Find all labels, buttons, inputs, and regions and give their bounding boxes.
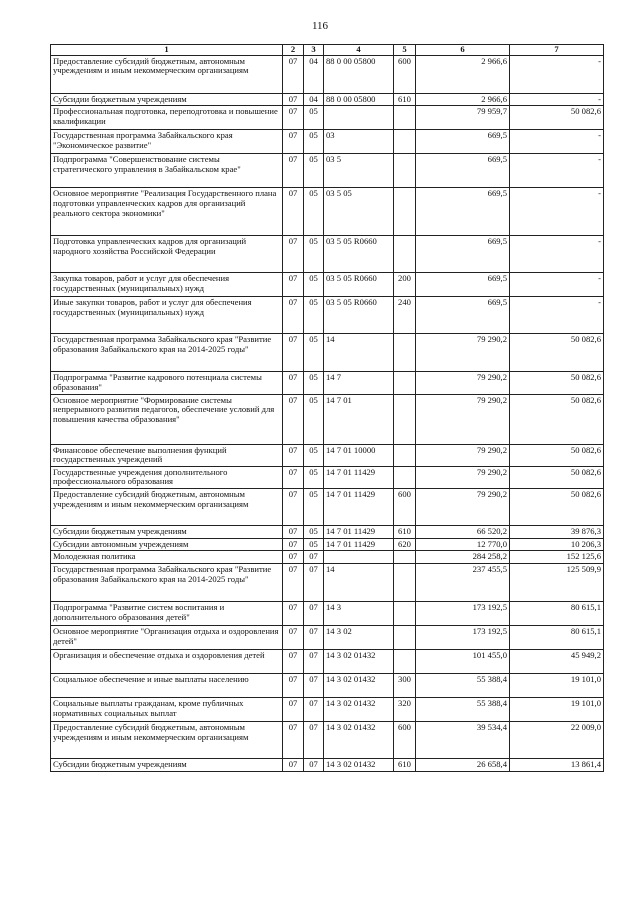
row-amount-1: 12 770,0	[416, 538, 510, 551]
row-name: Социальные выплаты гражданам, кроме публичных нормативных социальных выплат	[51, 697, 283, 721]
row-amount-1: 669,5	[416, 236, 510, 273]
header-col-1: 1	[51, 45, 283, 56]
row-section: 07	[283, 551, 304, 564]
table-row	[51, 130, 604, 154]
row-name: Основное мероприятие "Формирование системы непрерывного развития педагогов, обеспечение условий для повышения качества образования"	[51, 394, 283, 444]
table-row	[51, 601, 604, 625]
row-section: 07	[283, 55, 304, 93]
row-amount-1: 669,5	[416, 297, 510, 334]
row-name: Государственная программа Забайкальского края "Развитие образования Забайкальского края на 2014-2025 годы"	[51, 334, 283, 372]
row-amount-1: 79 290,2	[416, 489, 510, 526]
row-amount-2: 22 009,0	[510, 721, 604, 758]
row-amount-1: 173 192,5	[416, 601, 510, 625]
row-target-article: 14 3 02	[324, 625, 394, 649]
table-row	[51, 551, 604, 564]
row-name: Иные закупки товаров, работ и услуг для обеспечения государственных (муниципальных) нужд	[51, 297, 283, 334]
budget-table	[50, 44, 604, 772]
header-col-5: 5	[394, 45, 416, 56]
row-subsection: 05	[304, 334, 324, 372]
row-name: Подпрограмма "Совершенствование системы стратегического управления в Забайкальском крае"	[51, 154, 283, 188]
table-row	[51, 625, 604, 649]
table-row	[51, 394, 604, 444]
row-section: 07	[283, 273, 304, 297]
row-expense-type	[394, 372, 416, 394]
table-row	[51, 93, 604, 106]
row-amount-2: -	[510, 236, 604, 273]
row-name: Государственные учреждения дополнительного профессионального образования	[51, 466, 283, 488]
row-name: Государственная программа Забайкальского края "Развитие образования Забайкальского края на 2014-2025 годы"	[51, 563, 283, 601]
table-row	[51, 297, 604, 334]
table-row	[51, 444, 604, 466]
row-subsection: 07	[304, 673, 324, 697]
row-amount-1: 284 258,2	[416, 551, 510, 564]
row-target-article: 03 5 05 R0660	[324, 297, 394, 334]
table-row	[51, 526, 604, 539]
row-expense-type	[394, 466, 416, 488]
row-section: 07	[283, 466, 304, 488]
row-amount-2: 152 125,6	[510, 551, 604, 564]
row-target-article: 88 0 00 05800	[324, 93, 394, 106]
row-name: Субсидии бюджетным учреждениям	[51, 758, 283, 771]
row-target-article: 14 3 02 01432	[324, 649, 394, 673]
table-row	[51, 334, 604, 372]
row-subsection: 07	[304, 563, 324, 601]
row-subsection: 05	[304, 372, 324, 394]
row-target-article: 14 7 01 10000	[324, 444, 394, 466]
row-subsection: 07	[304, 601, 324, 625]
row-section: 07	[283, 394, 304, 444]
row-subsection: 04	[304, 55, 324, 93]
row-expense-type: 610	[394, 758, 416, 771]
row-name: Подготовка управленческих кадров для организаций народного хозяйства Российской Федерации	[51, 236, 283, 273]
row-amount-1: 26 658,4	[416, 758, 510, 771]
row-target-article: 03 5 05 R0660	[324, 236, 394, 273]
table-header-row	[51, 45, 604, 56]
row-target-article: 14 7 01 11429	[324, 538, 394, 551]
row-amount-2: 50 082,6	[510, 372, 604, 394]
table-row	[51, 538, 604, 551]
row-amount-1: 669,5	[416, 188, 510, 236]
row-target-article: 03 5	[324, 154, 394, 188]
row-amount-1: 55 388,4	[416, 697, 510, 721]
row-subsection: 05	[304, 297, 324, 334]
row-amount-2: 50 082,6	[510, 334, 604, 372]
row-amount-1: 79 290,2	[416, 334, 510, 372]
row-expense-type	[394, 106, 416, 130]
row-section: 07	[283, 601, 304, 625]
table-row	[51, 649, 604, 673]
row-amount-1: 173 192,5	[416, 625, 510, 649]
row-name: Субсидии автономным учреждениям	[51, 538, 283, 551]
header-col-2: 2	[283, 45, 304, 56]
table-row	[51, 466, 604, 488]
row-target-article: 14 7	[324, 372, 394, 394]
row-amount-1: 79 290,2	[416, 466, 510, 488]
row-expense-type: 200	[394, 273, 416, 297]
table-row	[51, 697, 604, 721]
row-expense-type	[394, 334, 416, 372]
row-subsection: 05	[304, 236, 324, 273]
row-expense-type	[394, 236, 416, 273]
row-expense-type	[394, 444, 416, 466]
row-target-article: 03	[324, 130, 394, 154]
header-col-6: 6	[416, 45, 510, 56]
row-amount-2: 39 876,3	[510, 526, 604, 539]
row-name: Основное мероприятие "Организация отдыха и оздоровления детей"	[51, 625, 283, 649]
row-section: 07	[283, 489, 304, 526]
row-expense-type	[394, 154, 416, 188]
row-target-article: 14 3 02 01432	[324, 721, 394, 758]
row-section: 07	[283, 297, 304, 334]
row-amount-2: 13 861,4	[510, 758, 604, 771]
row-expense-type: 610	[394, 93, 416, 106]
row-subsection: 07	[304, 625, 324, 649]
row-section: 07	[283, 106, 304, 130]
row-amount-2: 10 206,3	[510, 538, 604, 551]
row-target-article: 14 7 01	[324, 394, 394, 444]
row-section: 07	[283, 758, 304, 771]
row-subsection: 07	[304, 697, 324, 721]
row-section: 07	[283, 236, 304, 273]
row-amount-2: -	[510, 297, 604, 334]
row-expense-type: 600	[394, 489, 416, 526]
row-subsection: 07	[304, 649, 324, 673]
row-target-article: 88 0 00 05800	[324, 55, 394, 93]
row-amount-2: -	[510, 130, 604, 154]
row-name: Субсидии бюджетным учреждениям	[51, 526, 283, 539]
row-subsection: 07	[304, 721, 324, 758]
table-row	[51, 236, 604, 273]
row-subsection: 05	[304, 489, 324, 526]
row-amount-2: -	[510, 93, 604, 106]
row-name: Государственная программа Забайкальского края "Экономическое развитие"	[51, 130, 283, 154]
row-expense-type: 320	[394, 697, 416, 721]
row-expense-type: 620	[394, 538, 416, 551]
row-amount-2: 125 509,9	[510, 563, 604, 601]
row-section: 07	[283, 625, 304, 649]
row-subsection: 05	[304, 444, 324, 466]
row-amount-2: -	[510, 188, 604, 236]
row-expense-type	[394, 188, 416, 236]
row-name: Предоставление субсидий бюджетным, автономным учреждениям и иным некоммерческим организациям	[51, 721, 283, 758]
row-expense-type	[394, 563, 416, 601]
table-row	[51, 721, 604, 758]
row-amount-2: 19 101,0	[510, 697, 604, 721]
row-target-article: 14	[324, 563, 394, 601]
row-amount-2: 50 082,6	[510, 444, 604, 466]
row-expense-type	[394, 551, 416, 564]
row-target-article: 03 5 05 R0660	[324, 273, 394, 297]
row-amount-1: 39 534,4	[416, 721, 510, 758]
row-amount-1: 79 290,2	[416, 444, 510, 466]
row-expense-type	[394, 625, 416, 649]
row-name: Организация и обеспечение отдыха и оздоровления детей	[51, 649, 283, 673]
row-target-article: 14 3 02 01432	[324, 697, 394, 721]
table-row	[51, 55, 604, 93]
row-amount-2: 50 082,6	[510, 466, 604, 488]
row-amount-2: 50 082,6	[510, 489, 604, 526]
table-row	[51, 489, 604, 526]
row-name: Социальное обеспечение и иные выплаты населению	[51, 673, 283, 697]
row-subsection: 05	[304, 106, 324, 130]
table-row	[51, 106, 604, 130]
table-row	[51, 188, 604, 236]
row-section: 07	[283, 444, 304, 466]
row-section: 07	[283, 130, 304, 154]
row-name: Подпрограмма "Развитие кадрового потенциала системы образования"	[51, 372, 283, 394]
row-amount-1: 2 966,6	[416, 93, 510, 106]
row-amount-1: 237 455,5	[416, 563, 510, 601]
row-amount-2: 19 101,0	[510, 673, 604, 697]
row-target-article: 14 3 02 01432	[324, 758, 394, 771]
row-target-article	[324, 551, 394, 564]
row-section: 07	[283, 538, 304, 551]
row-amount-2: 45 949,2	[510, 649, 604, 673]
row-amount-2: 50 082,6	[510, 106, 604, 130]
row-amount-1: 55 388,4	[416, 673, 510, 697]
row-expense-type	[394, 394, 416, 444]
row-section: 07	[283, 721, 304, 758]
row-name: Основное мероприятие "Реализация Государственного плана подготовки управленческих кадров для организаций реального сектора экономики"	[51, 188, 283, 236]
row-name: Подпрограмма "Развитие систем воспитания и дополнительного образования детей"	[51, 601, 283, 625]
row-subsection: 04	[304, 93, 324, 106]
row-name: Молодежная политика	[51, 551, 283, 564]
row-target-article: 14 3	[324, 601, 394, 625]
row-subsection: 05	[304, 538, 324, 551]
row-expense-type: 240	[394, 297, 416, 334]
row-subsection: 05	[304, 466, 324, 488]
row-amount-1: 79 959,7	[416, 106, 510, 130]
row-amount-2: -	[510, 273, 604, 297]
row-subsection: 07	[304, 758, 324, 771]
row-section: 07	[283, 526, 304, 539]
page-number: 116	[311, 20, 329, 32]
row-subsection: 05	[304, 273, 324, 297]
header-col-4: 4	[324, 45, 394, 56]
row-section: 07	[283, 563, 304, 601]
row-section: 07	[283, 372, 304, 394]
row-section: 07	[283, 673, 304, 697]
table-row	[51, 273, 604, 297]
row-name: Закупка товаров, работ и услуг для обеспечения государственных (муниципальных) нужд	[51, 273, 283, 297]
header-col-3: 3	[304, 45, 324, 56]
row-amount-2: 50 082,6	[510, 394, 604, 444]
row-subsection: 05	[304, 130, 324, 154]
row-amount-1: 79 290,2	[416, 394, 510, 444]
table-row	[51, 154, 604, 188]
row-amount-2: -	[510, 55, 604, 93]
row-name: Предоставление субсидий бюджетным, автономным учреждениям и иным некоммерческим организациям	[51, 489, 283, 526]
row-target-article: 14 7 01 11429	[324, 489, 394, 526]
row-amount-1: 66 520,2	[416, 526, 510, 539]
table-row	[51, 673, 604, 697]
row-section: 07	[283, 188, 304, 236]
row-subsection: 05	[304, 188, 324, 236]
table-row	[51, 758, 604, 771]
row-expense-type	[394, 649, 416, 673]
table-row	[51, 563, 604, 601]
row-expense-type: 600	[394, 55, 416, 93]
row-section: 07	[283, 697, 304, 721]
row-target-article: 03 5 05	[324, 188, 394, 236]
row-amount-1: 669,5	[416, 154, 510, 188]
row-amount-2: -	[510, 154, 604, 188]
row-name: Субсидии бюджетным учреждениям	[51, 93, 283, 106]
header-col-7: 7	[510, 45, 604, 56]
row-subsection: 07	[304, 551, 324, 564]
row-subsection: 05	[304, 154, 324, 188]
row-amount-2: 80 615,1	[510, 625, 604, 649]
row-amount-1: 669,5	[416, 273, 510, 297]
row-expense-type	[394, 601, 416, 625]
row-expense-type	[394, 130, 416, 154]
row-name: Предоставление субсидий бюджетным, автономным учреждениям и иным некоммерческим организациям	[51, 55, 283, 93]
row-target-article: 14	[324, 334, 394, 372]
row-target-article: 14 3 02 01432	[324, 673, 394, 697]
row-section: 07	[283, 93, 304, 106]
row-amount-1: 79 290,2	[416, 372, 510, 394]
row-amount-1: 669,5	[416, 130, 510, 154]
row-target-article: 14 7 01 11429	[324, 526, 394, 539]
row-name: Финансовое обеспечение выполнения функций государственных учреждений	[51, 444, 283, 466]
row-target-article	[324, 106, 394, 130]
row-subsection: 05	[304, 394, 324, 444]
row-expense-type: 600	[394, 721, 416, 758]
row-amount-1: 2 966,6	[416, 55, 510, 93]
row-amount-2: 80 615,1	[510, 601, 604, 625]
table-row	[51, 372, 604, 394]
row-section: 07	[283, 334, 304, 372]
row-expense-type: 300	[394, 673, 416, 697]
row-subsection: 05	[304, 526, 324, 539]
row-name: Профессиональная подготовка, переподготовка и повышение квалификации	[51, 106, 283, 130]
row-target-article: 14 7 01 11429	[324, 466, 394, 488]
row-amount-1: 101 455,0	[416, 649, 510, 673]
row-section: 07	[283, 649, 304, 673]
row-expense-type: 610	[394, 526, 416, 539]
row-section: 07	[283, 154, 304, 188]
